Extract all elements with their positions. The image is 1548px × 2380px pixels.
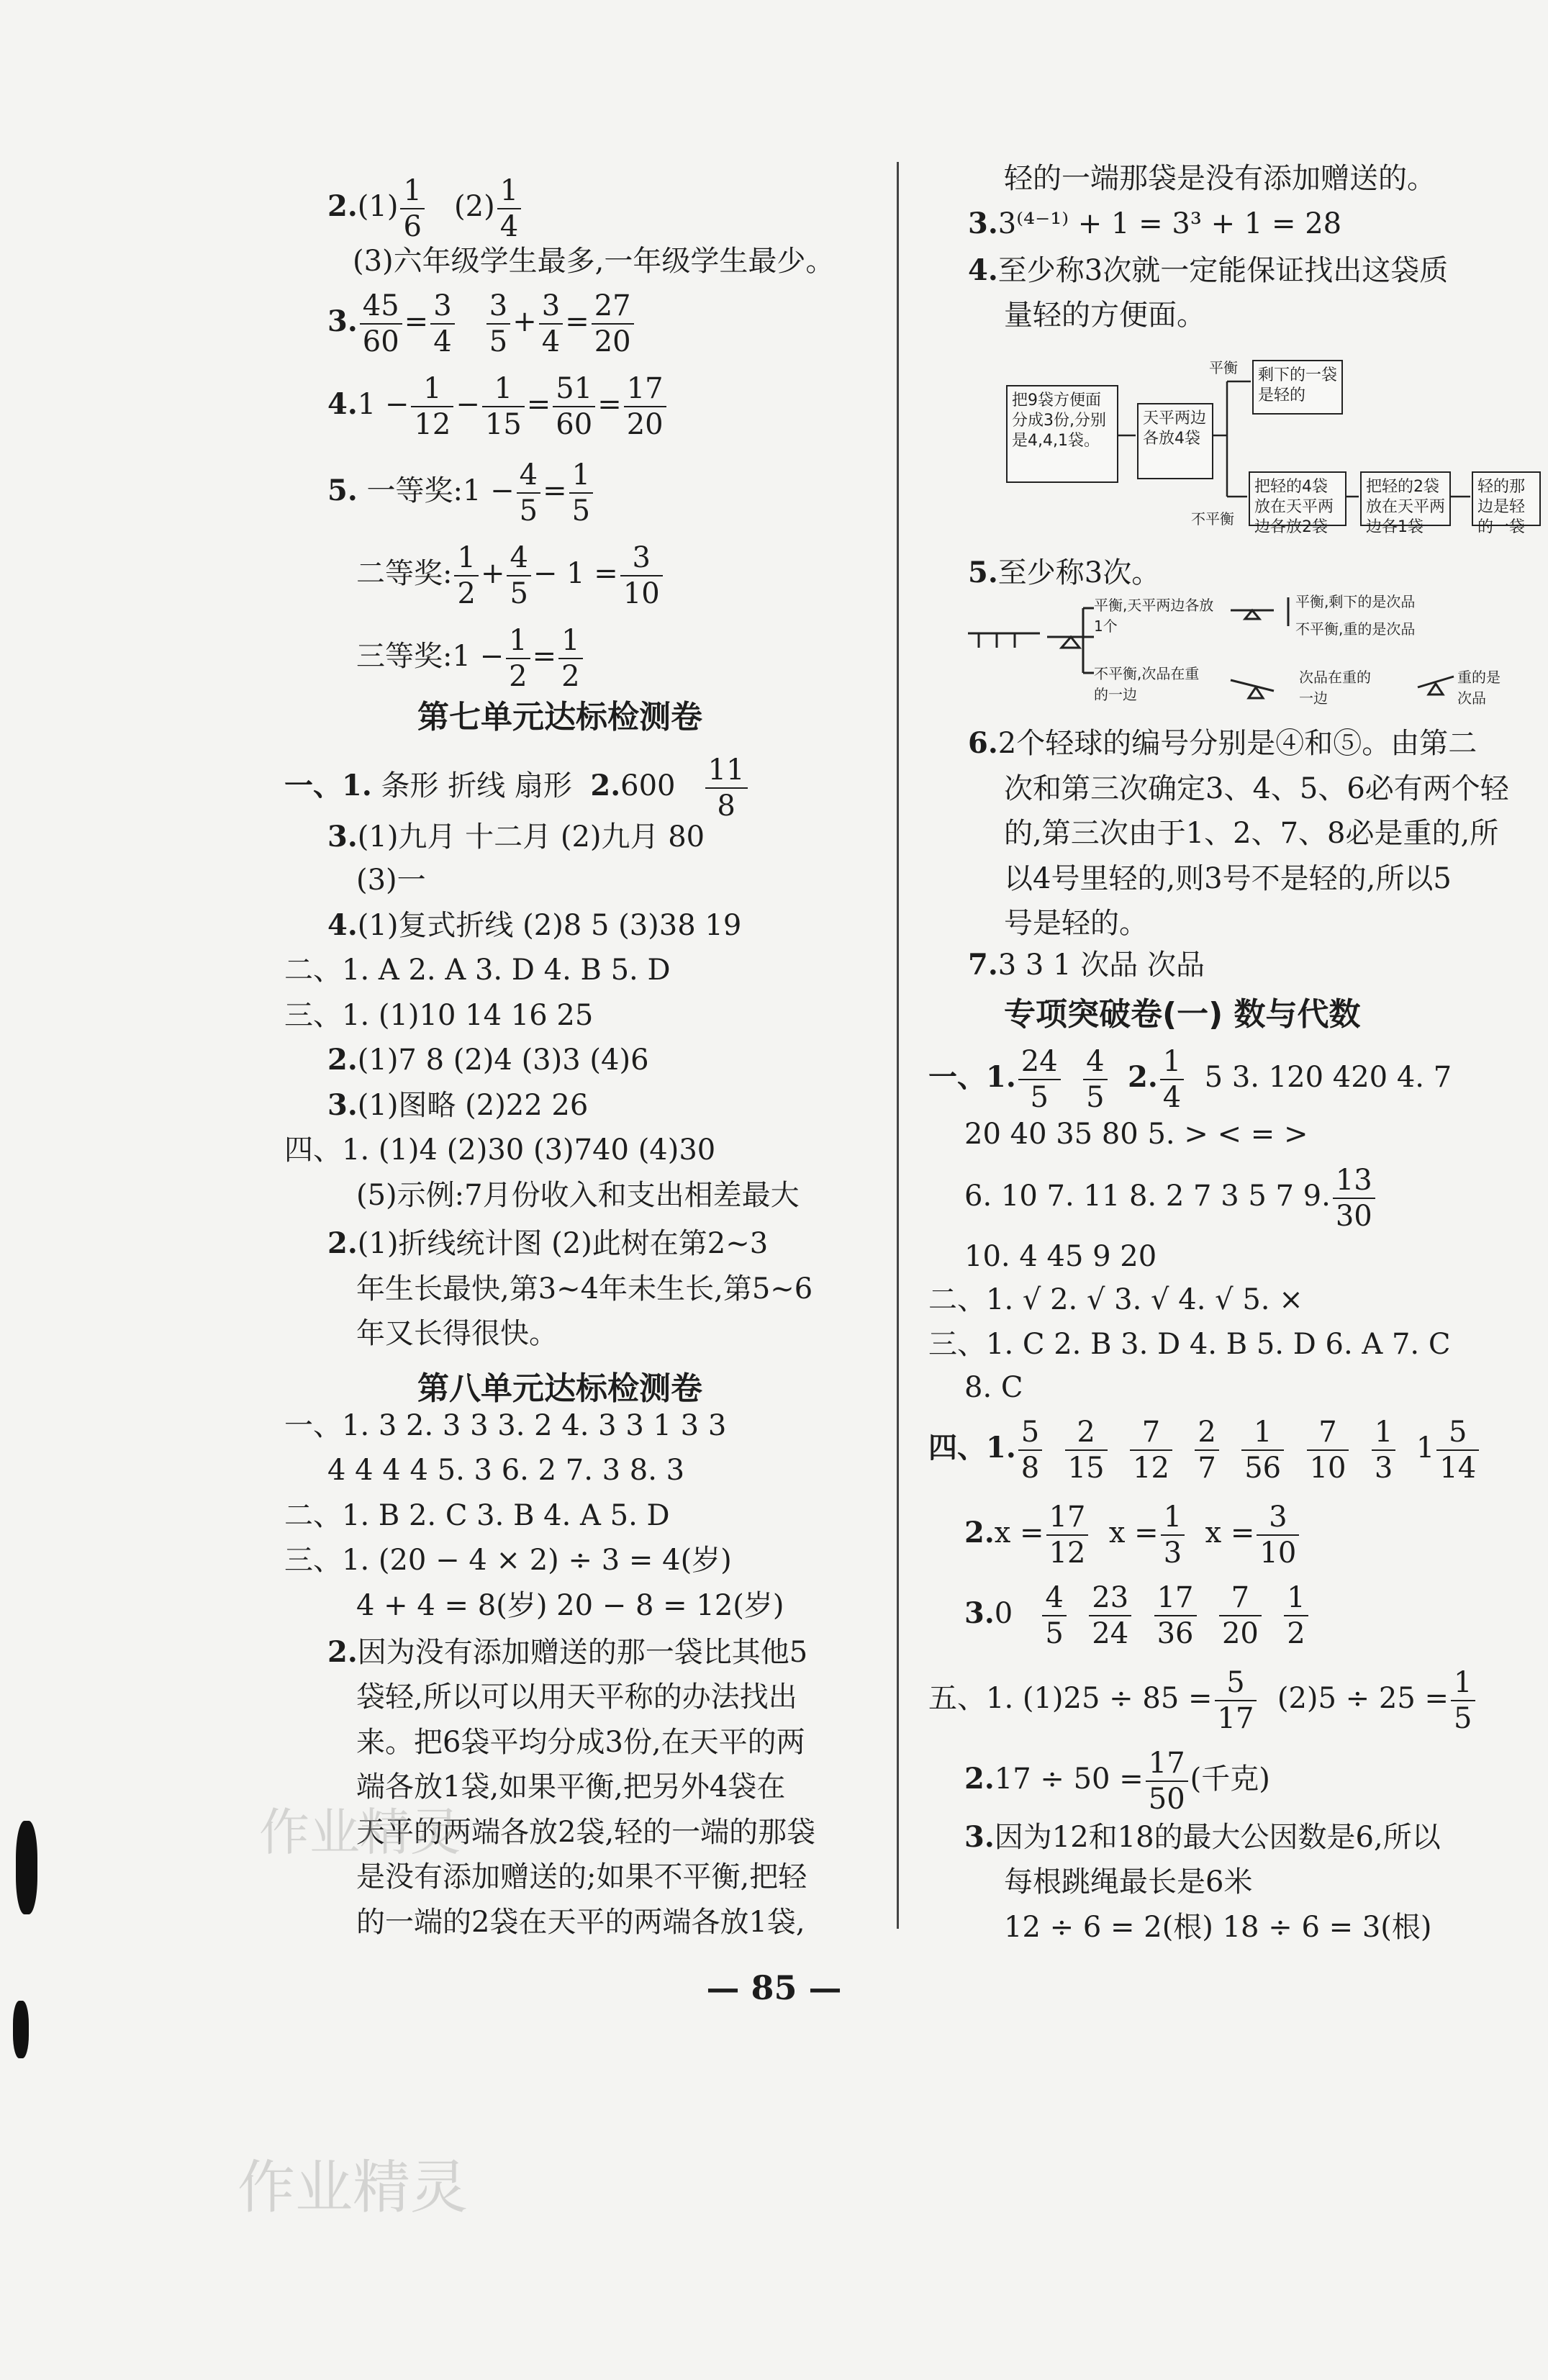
fraction: $\frac{23}{24}$ xyxy=(1089,1583,1131,1648)
section-heading-unit8: 第八单元达标检测卷 xyxy=(417,1370,702,1407)
left-line-2: (3)六年级学生最多,一年级学生最少。 xyxy=(353,245,835,278)
special-row-12: 2.17 ÷ 50 = $\frac{17}{50}$ (千克) xyxy=(964,1747,1270,1816)
right-row-1: 轻的一端那袋是没有添加赠送的。 xyxy=(1004,162,1436,195)
special-row-8: 四、1. $\frac{5}{8}$ $\frac{2}{15}$ $\frac{7}{12}$ $\frac{2}{7}$ $\frac{1}{56}$ $\frac{7}{10}$ $\frac{1}{3}$ 1 $\frac{5}{14}$ xyxy=(928,1418,1481,1483)
expr: 二等奖: xyxy=(356,557,453,590)
fraction: $\frac{5}{17}$ xyxy=(1215,1668,1257,1733)
fraction: $\frac{3}{10}$ xyxy=(620,543,663,608)
flow-box-3: 剩下的一袋是轻的 xyxy=(1252,360,1343,415)
watermark-2: 作业精灵 xyxy=(259,1803,461,1862)
unit7-row-7: 2.(1)7 8 (2)4 (3)3 (4)6 xyxy=(327,1043,649,1077)
section-heading-unit7: 第七单元达标检测卷 xyxy=(417,699,702,736)
flow-label-unbalanced: 不平衡 xyxy=(1191,510,1234,528)
fraction: $\frac{1}{3}$ xyxy=(1161,1503,1185,1567)
fraction: $\frac{24}{5}$ xyxy=(1018,1047,1061,1112)
operator: + xyxy=(512,305,537,338)
fraction: $\frac{7}{20}$ xyxy=(1219,1583,1262,1648)
right-row-8: 的,第三次由于1、2、7、8必是重的,所 xyxy=(1004,817,1499,850)
fraction: $\frac{17}{12}$ xyxy=(1046,1503,1089,1567)
fraction: $\frac{1}{2}$ xyxy=(1284,1583,1308,1648)
scale-note-b: 平衡,剩下的是次品 xyxy=(1295,593,1416,610)
fraction: $\frac{3}{4}$ xyxy=(430,291,454,356)
fraction: $\frac{2}{15}$ xyxy=(1065,1418,1108,1483)
scale-note-a: 平衡,天平两边各放1个 xyxy=(1094,597,1214,635)
special-row-13: 3.因为12和18的最大公因数是6,所以 xyxy=(964,1820,1441,1854)
flow-box-2: 天平两边各放4袋 xyxy=(1137,403,1213,479)
special-row-2: 20 40 35 80 5. > < = > xyxy=(964,1118,1308,1151)
special-row-4: 10. 4 45 9 20 xyxy=(964,1240,1157,1273)
special-row-9: 2.x = $\frac{17}{12}$ x = $\frac{1}{3}$ x = $\frac{3}{10}$ xyxy=(964,1503,1301,1567)
right-row-6: 6.2个轻球的编号分别是④和⑤。由第二 xyxy=(968,726,1477,760)
operator: = xyxy=(543,474,567,507)
section-heading-special: 专项突破卷(一) 数与代数 xyxy=(1004,996,1361,1033)
sub-label: (1) xyxy=(357,190,399,223)
operator: = xyxy=(404,305,429,338)
fraction: $\frac{1}{2}$ xyxy=(454,543,478,608)
right-row-9: 以4号里轻的,则3号不是轻的,所以5 xyxy=(1004,862,1452,895)
unit7-row-3: (3)一 xyxy=(356,864,426,897)
unit7-row-9: 四、1. (1)4 (2)30 (3)740 (4)30 xyxy=(284,1134,716,1167)
fraction: $\frac{17}{50}$ xyxy=(1146,1749,1188,1814)
fraction: $\frac{4}{5}$ xyxy=(517,461,540,525)
unit8-row-7: 袋轻,所以可以用天平称的办法找出 xyxy=(356,1680,797,1714)
unit8-row-2: 4 4 4 4 5. 3 6. 2 7. 3 8. 3 xyxy=(327,1454,685,1487)
scale-note-e: 次品在重的一边 xyxy=(1299,669,1371,707)
special-row-11: 五、1. (1)25 ÷ 85 = $\frac{5}{17}$ (2)5 ÷ 25 = $\frac{1}{5}$ xyxy=(928,1668,1477,1733)
fraction: $\frac{5}{8}$ xyxy=(1018,1418,1042,1483)
item-number: 3. xyxy=(327,304,358,338)
scale-note-c: 不平衡,重的是次品 xyxy=(1295,620,1416,638)
unit7-row-13: 年又长得很快。 xyxy=(356,1317,558,1350)
fraction: $\frac{1}{12}$ xyxy=(411,374,453,439)
right-row-11: 7.3 3 1 次品 次品 xyxy=(968,948,1205,982)
fraction: $\frac{1}{2}$ xyxy=(506,626,530,691)
scale-note-d: 不平衡,次品在重的一边 xyxy=(1094,665,1200,703)
fraction: $\frac{3}{5}$ xyxy=(486,291,510,356)
fraction: $\frac{4}{5}$ xyxy=(1042,1583,1066,1648)
fraction: $\frac{7}{10}$ xyxy=(1307,1418,1349,1483)
fraction: $\frac{1}{5}$ xyxy=(569,461,593,525)
fraction: $\frac{1}{6}$ xyxy=(400,176,424,241)
unit7-row-5: 二、1. A 2. A 3. D 4. B 5. D xyxy=(284,954,671,987)
unit7-row-11: 2.(1)折线统计图 (2)此树在第2~3 xyxy=(327,1226,769,1260)
fraction: $\frac{51}{60}$ xyxy=(553,374,595,439)
operator: − xyxy=(456,388,480,421)
scan-blot xyxy=(13,2001,29,2058)
right-row-10: 号是轻的。 xyxy=(1004,907,1148,940)
right-row-7: 次和第三次确定3、4、5、6必有两个轻 xyxy=(1004,772,1509,805)
unit7-row-6: 三、1. (1)10 14 16 25 xyxy=(284,999,594,1032)
operator: + xyxy=(480,557,505,590)
flow-box-1: 把9袋方便面分成3份,分别是4,4,1袋。 xyxy=(1006,385,1118,483)
page-number: — 85 — xyxy=(706,1968,842,2007)
item-number: 4. xyxy=(327,387,358,421)
unit7-row-8: 3.(1)图略 (2)22 26 xyxy=(327,1088,589,1122)
page-number-value: 85 xyxy=(751,1968,797,2007)
flow-box-4: 把轻的4袋放在天平两边各放2袋 xyxy=(1249,471,1346,526)
unit8-row-4: 三、1. (20 − 4 × 2) ÷ 3 = 4(岁) xyxy=(284,1544,732,1577)
flow-box-6: 轻的那边是轻的一袋 xyxy=(1472,471,1541,526)
fraction: $\frac{7}{12}$ xyxy=(1130,1418,1172,1483)
unit7-row-1: 一、1. 条形 折线 扇形 2.600 $\frac{11}{8}$ xyxy=(284,756,750,820)
unit8-row-6: 2.因为没有添加赠送的那一袋比其他5 xyxy=(327,1635,808,1669)
fraction: $\frac{5}{14}$ xyxy=(1436,1418,1479,1483)
operator: = xyxy=(597,388,622,421)
fraction: $\frac{2}{7}$ xyxy=(1195,1418,1218,1483)
special-row-15: 12 ÷ 6 = 2(根) 18 ÷ 6 = 3(根) xyxy=(1004,1911,1432,1944)
fraction: $\frac{1}{2}$ xyxy=(558,626,582,691)
expr: 一等奖:1 − xyxy=(366,474,515,507)
fraction: $\frac{1}{56}$ xyxy=(1241,1418,1284,1483)
fraction: $\frac{3}{4}$ xyxy=(539,291,563,356)
fraction: $\frac{1}{3}$ xyxy=(1372,1418,1395,1483)
unit7-row-2: 3.(1)九月 十二月 (2)九月 80 xyxy=(327,820,705,854)
fraction: $\frac{1}{15}$ xyxy=(482,374,525,439)
fraction: $\frac{11}{8}$ xyxy=(705,756,748,820)
unit8-row-5: 4 + 4 = 8(岁) 20 − 8 = 12(岁) xyxy=(356,1589,784,1622)
watermark: 作业精灵 xyxy=(237,2154,468,2221)
unit8-row-12: 的一端的2袋在天平的两端各放1袋, xyxy=(356,1906,805,1939)
fraction: $\frac{17}{20}$ xyxy=(624,374,666,439)
unit8-row-8: 来。把6袋平均分成3份,在天平的两 xyxy=(356,1726,805,1759)
fraction: $\frac{1}{5}$ xyxy=(1451,1668,1475,1733)
scan-blot xyxy=(16,1821,37,1914)
item-number: 2. xyxy=(327,189,358,223)
right-row-4: 量轻的方便面。 xyxy=(1004,299,1205,332)
expr: 1 − xyxy=(357,388,409,421)
fraction: $\frac{3}{10}$ xyxy=(1257,1503,1299,1567)
sub-label: (2) xyxy=(454,190,495,223)
unit7-row-10: (5)示例:7月份收入和支出相差最大 xyxy=(356,1179,800,1212)
fraction: $\frac{4}{5}$ xyxy=(1083,1047,1107,1112)
fraction: $\frac{27}{20}$ xyxy=(592,291,634,356)
unit7-row-4: 4.(1)复式折线 (2)8 5 (3)38 19 xyxy=(327,908,742,942)
fraction: $\frac{1}{4}$ xyxy=(1160,1047,1184,1112)
right-row-2: 3.3⁽⁴⁻¹⁾ + 1 = 3³ + 1 = 28 xyxy=(968,207,1342,240)
operator: = xyxy=(565,305,589,338)
operator: = xyxy=(526,388,551,421)
special-row-14: 每根跳绳最长是6米 xyxy=(1004,1865,1253,1899)
unit8-row-9: 端各放1袋,如果平衡,把另外4袋在 xyxy=(356,1770,786,1804)
fraction: $\frac{1}{4}$ xyxy=(497,176,521,241)
special-row-5: 二、1. √ 2. √ 3. √ 4. √ 5. × xyxy=(928,1283,1303,1316)
unit8-row-11: 是没有添加赠送的;如果不平衡,把轻 xyxy=(356,1860,807,1893)
special-row-1: 一、1. $\frac{24}{5}$ $\frac{4}{5}$ 2. $\frac{1}{4}$ 5 3. 120 420 4. 7 xyxy=(928,1045,1452,1114)
fraction: $\frac{13}{30}$ xyxy=(1333,1166,1375,1231)
unit7-row-12: 年生长最快,第3~4年未生长,第5~6 xyxy=(356,1272,813,1306)
right-row-3: 4.至少称3次就一定能保证找出这袋质 xyxy=(968,253,1449,287)
fraction: $\frac{17}{36}$ xyxy=(1154,1583,1197,1648)
fraction: $\frac{45}{60}$ xyxy=(360,291,402,356)
special-row-7: 8. C xyxy=(964,1371,1023,1404)
unit8-row-3: 二、1. B 2. C 3. B 4. A 5. D xyxy=(284,1499,670,1532)
fraction: $\frac{4}{5}$ xyxy=(507,543,530,608)
unit8-row-1: 一、1. 3 2. 3 3 3. 2 4. 3 3 1 3 3 xyxy=(284,1409,727,1442)
flow-box-5: 把轻的2袋放在天平两边各1袋 xyxy=(1360,471,1451,526)
expr: − 1 = xyxy=(533,557,618,590)
scale-note-f: 重的是次品 xyxy=(1457,669,1501,707)
expr: 三等奖:1 − xyxy=(356,640,504,673)
item-number: 5. xyxy=(327,474,358,507)
right-row-5: 5.至少称3次。 xyxy=(968,556,1161,589)
special-row-3: 6. 10 7. 11 8. 2 7 3 5 7 9. $\frac{13}{30}$ xyxy=(964,1166,1377,1231)
special-row-6: 三、1. C 2. B 3. D 4. B 5. D 6. A 7. C xyxy=(928,1328,1451,1361)
operator: = xyxy=(532,640,557,673)
flow-label-balanced: 平衡 xyxy=(1209,359,1238,376)
unit8-row-10: 天平的两端各放2袋,轻的一端的那袋 xyxy=(356,1816,816,1849)
special-row-10: 3.0 $\frac{4}{5}$ $\frac{23}{24}$ $\frac{17}{36}$ $\frac{7}{20}$ $\frac{1}{2}$ xyxy=(964,1583,1311,1648)
